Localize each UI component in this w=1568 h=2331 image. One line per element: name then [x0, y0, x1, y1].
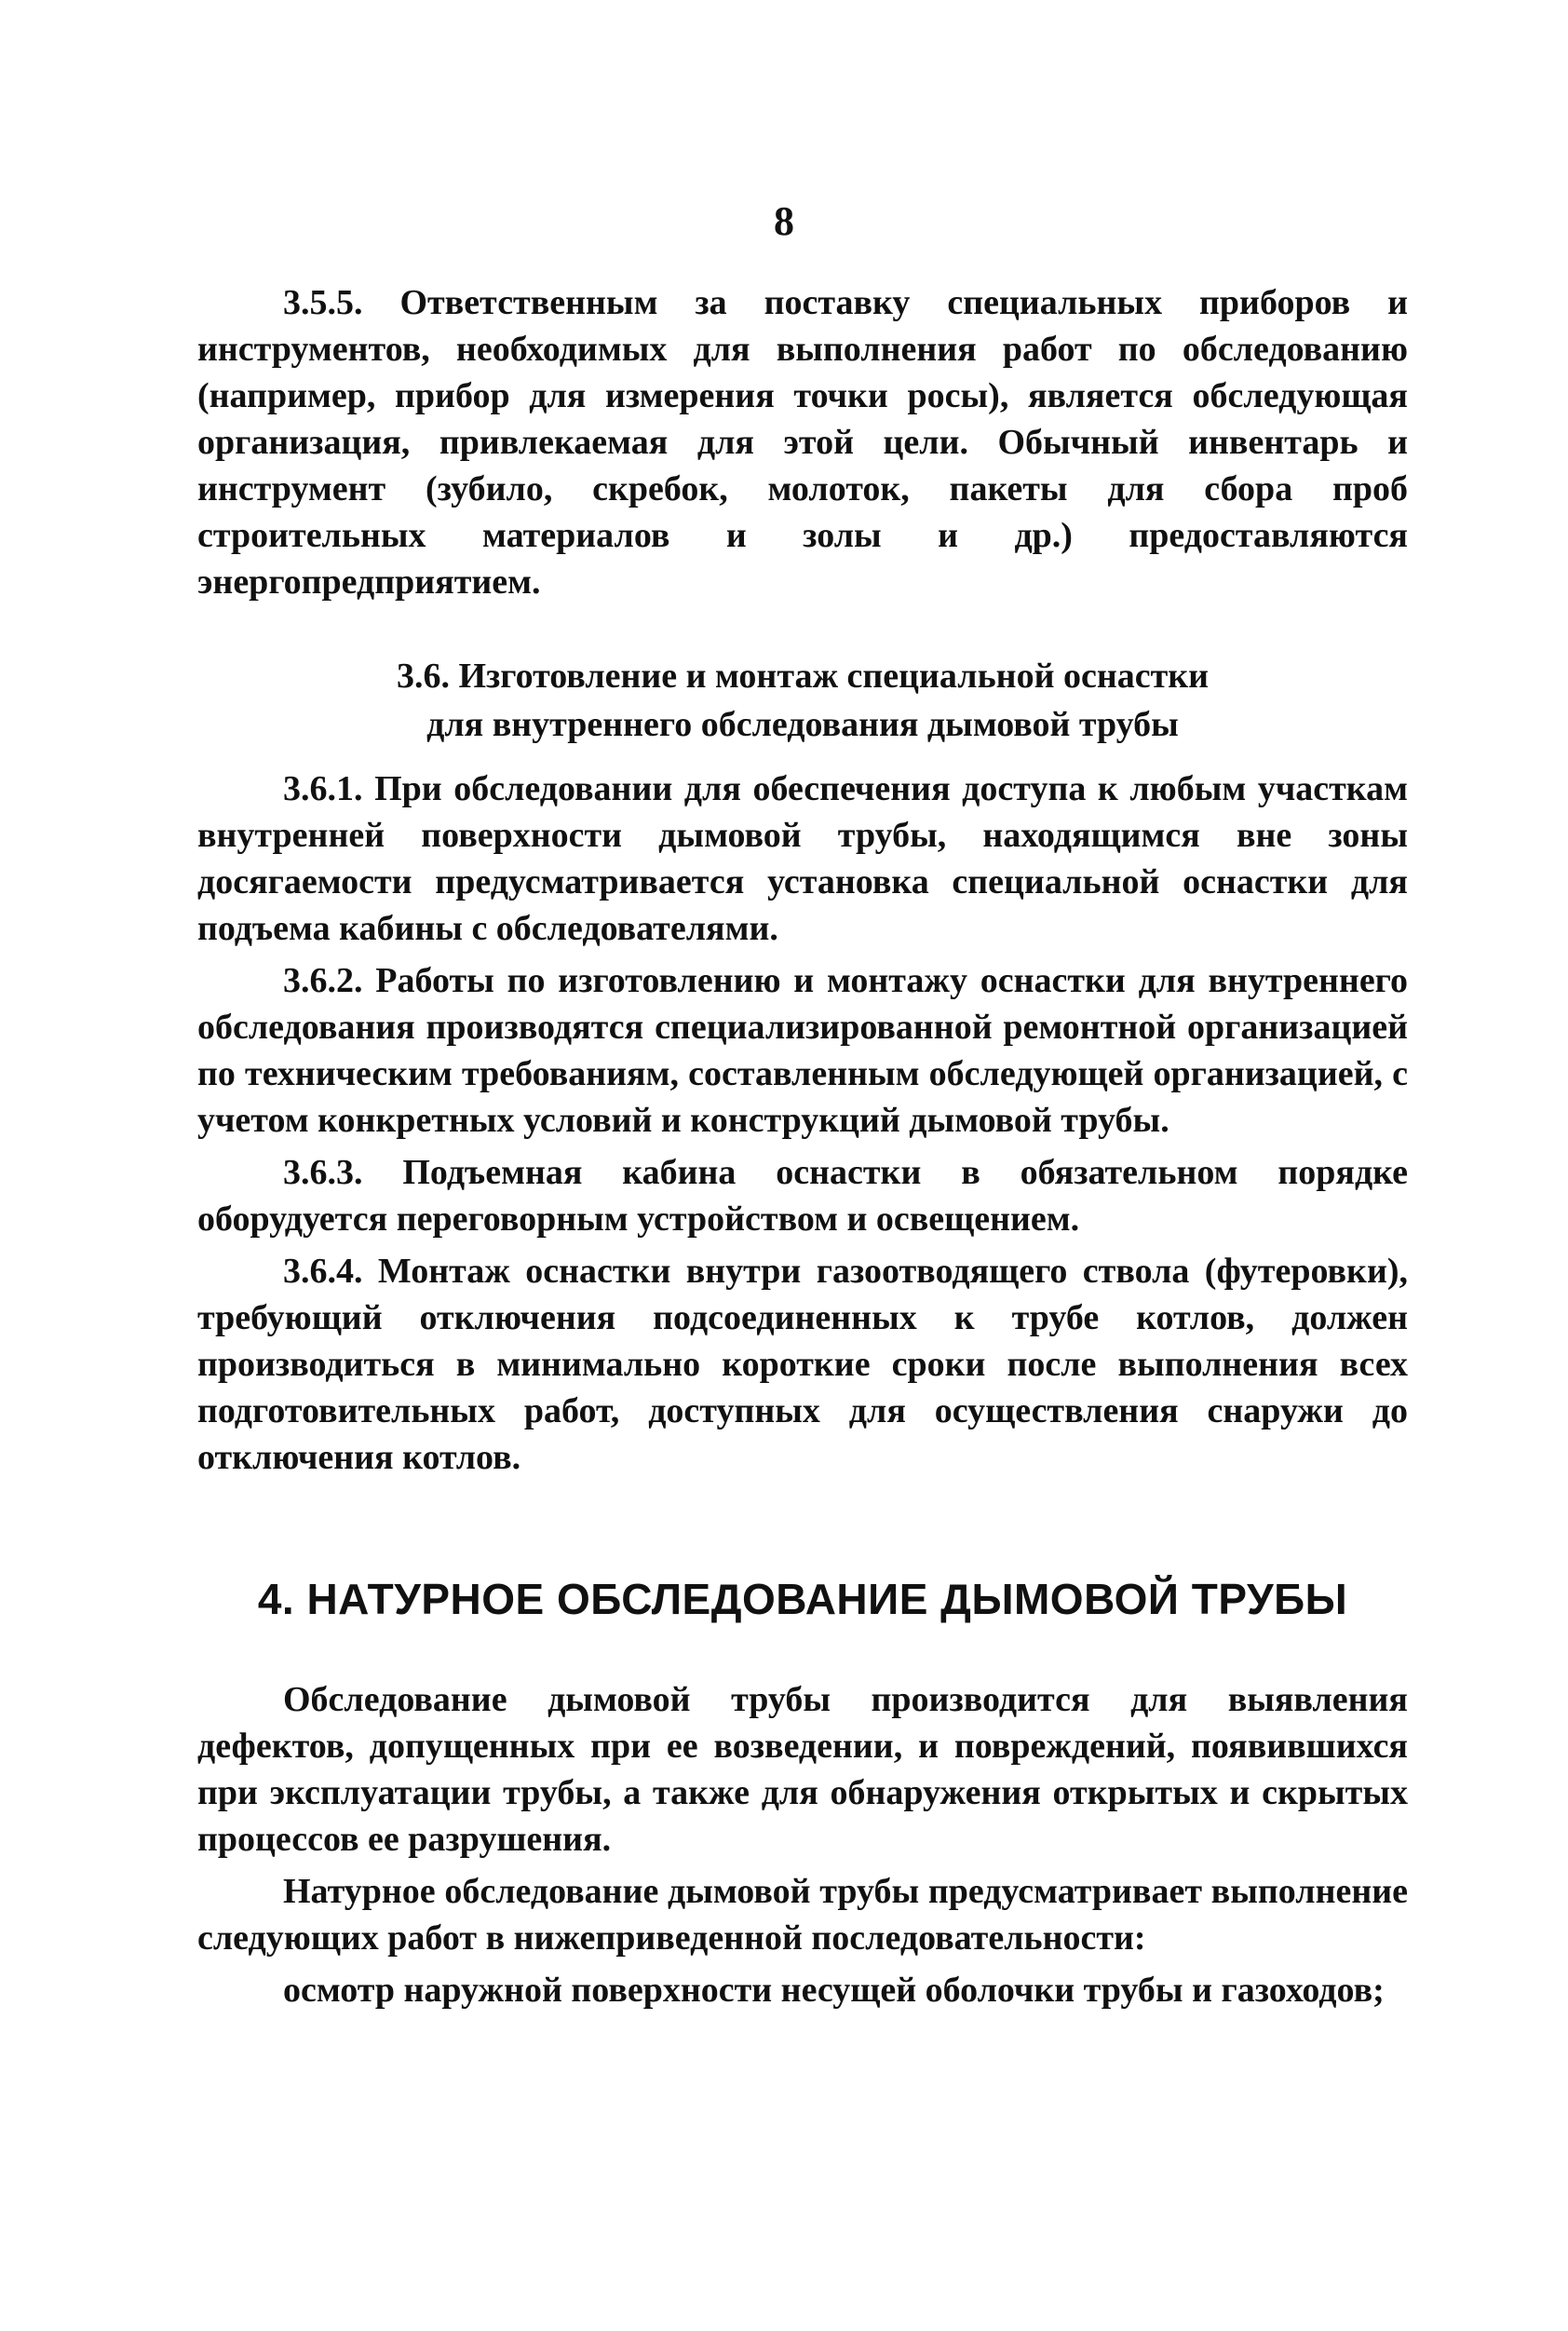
paragraph-4-item-1: осмотр наружной поверхности несущей оболочки трубы и газоходов; — [283, 1971, 1385, 2010]
chapter-4-body — [197, 1676, 1408, 2019]
section-3-6-body — [197, 766, 1408, 1486]
paragraph-3-6-2: 3.6.2. Работы по изготовлению и монтажу оснастки для внутреннего обследования производятся специализированной ремонтной организацией по техническим требованиям, составленным обследующей организацией, с учетом конкретных условий и конструкций дымовой трубы. — [197, 961, 1408, 1140]
section-3-6-heading — [197, 652, 1408, 749]
section-3-6-heading-line-1: 3.6. Изготовление и монтаж специальной оснастки — [396, 657, 1210, 696]
paragraph-4-intro: Обследование дымовой трубы производится для выявления дефектов, допущенных при ее возведении, и повреждений, появившихся при эксплуатации трубы, а также для обнаружения открытых и скрытых процессов ее разрушения. — [197, 1680, 1408, 1859]
paragraph-3-6-4: 3.6.4. Монтаж оснастки внутри газоотводящего ствола (футеровки), требующий отключения подсоединенных к трубе котлов, должен производиться в минимально короткие сроки после выполнения всех подготовительных работ, доступных для осуществления снаружи до отключения котлов. — [197, 1252, 1408, 1477]
page-number: 8 — [774, 198, 794, 244]
section-3-5-5 — [197, 279, 1408, 611]
paragraph-3-6-1: 3.6.1. При обследовании для обеспечения доступа к любым участкам внутренней поверхности дымовой трубы, находящимся вне зоны досягаемости предусматривается установка специальной оснастки для подъема кабины с обследователями. — [197, 769, 1408, 948]
section-3-6-heading-line-2: для внутреннего обследования дымовой трубы — [426, 705, 1179, 744]
paragraph-4-scope: Натурное обследование дымовой трубы предусматривает выполнение следующих работ в нижеприведенной последовательности: — [197, 1872, 1408, 1958]
paragraph-3-6-3: 3.6.3. Подъемная кабина оснастки в обязательном порядке оборудуется переговорным устройством и освещением. — [197, 1153, 1408, 1239]
chapter-4-title: 4. НАТУРНОЕ ОБСЛЕДОВАНИЕ ДЫМОВОЙ ТРУБЫ — [257, 1575, 1348, 1623]
paragraph-3-5-5: 3.5.5. Ответственным за поставку специальных приборов и инструментов, необходимых для выполнения работ по обследованию (например, прибор для измерения точки росы), является обследующая организация, привлекаемая для этой цели. Обычный инвентарь и инструмент (зубило, скребок, молоток, пакеты для сбора проб строительных материалов и золы и др.) предоставляются энергопредприятием. — [197, 283, 1408, 602]
